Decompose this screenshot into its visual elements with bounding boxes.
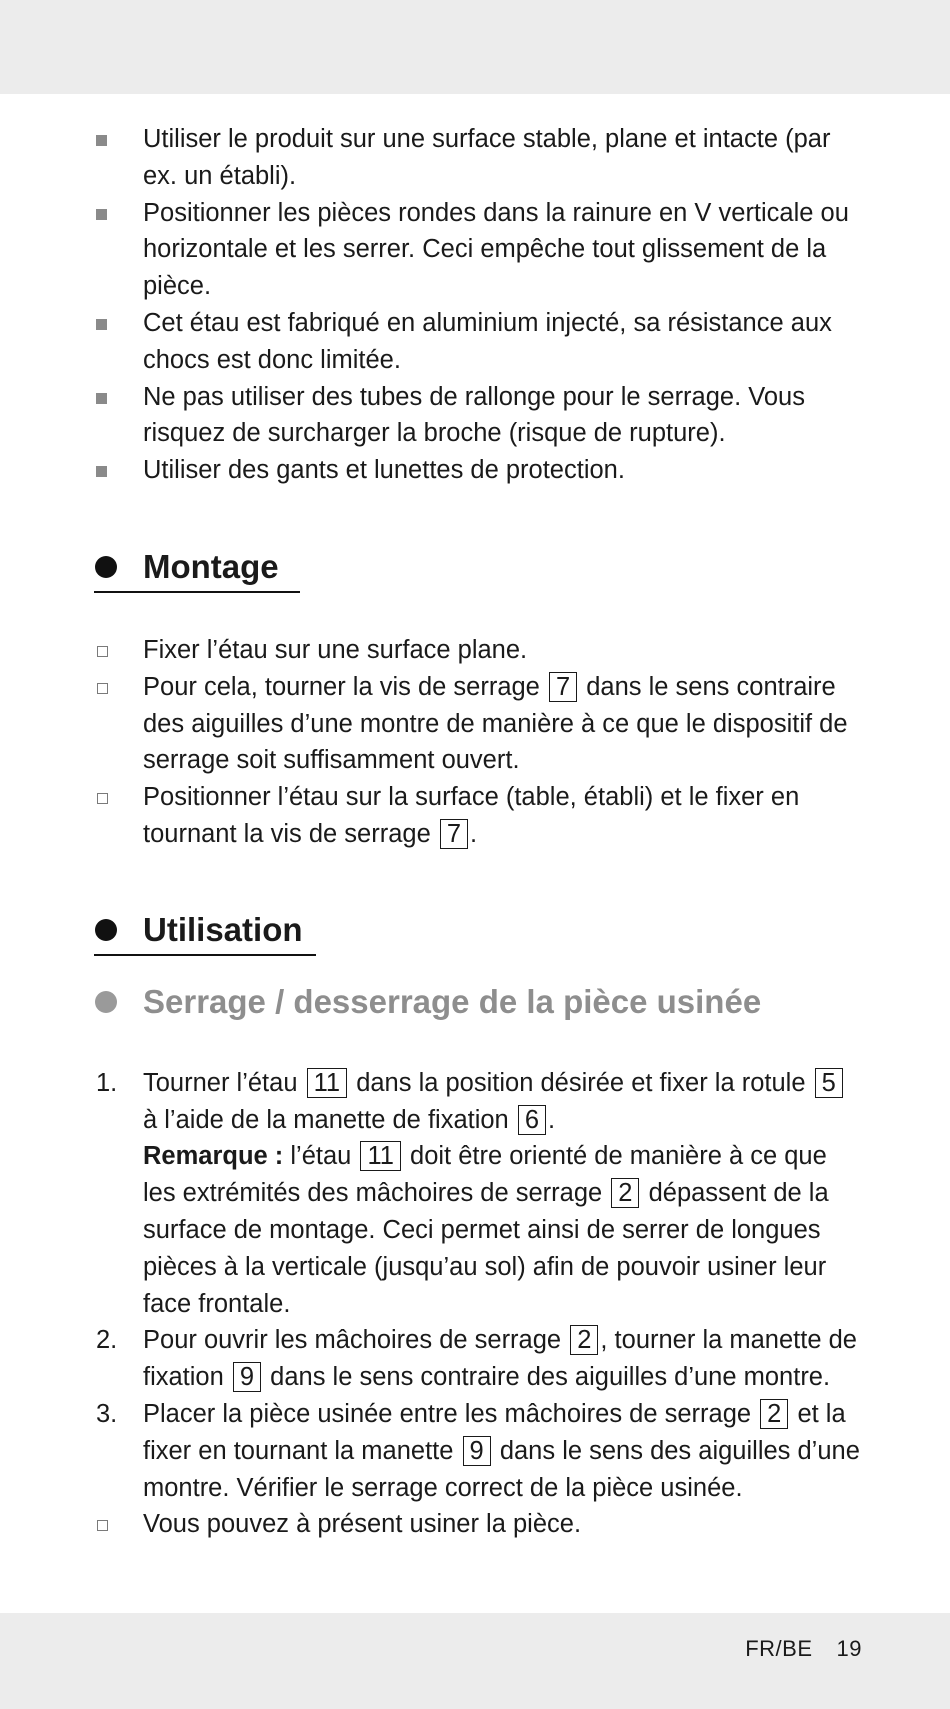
black-dot-icon: [95, 556, 117, 578]
list-item: 2. Pour ouvrir les mâchoires de serrage 2 , tourner la manette de fixation 9 dans le sens contraire des aiguilles d’une montre.: [96, 1326, 857, 1392]
list-item: Positionner les pièces rondes dans la rainure en V verticale ou horizontale et les serrer. Ceci empêche tout glissement de la pièce.: [94, 195, 864, 305]
list-item: Utiliser le produit sur une surface stable, plane et intacte (par ex. un établi).: [94, 121, 864, 195]
montage-steps: [94, 632, 864, 853]
filled-square-bullet-icon: [96, 466, 107, 477]
subheading-serrage: Serrage / desserrage de la pièce usinée: [94, 980, 864, 1024]
filled-square-bullet-icon: [96, 135, 107, 146]
part-reference: 2: [570, 1325, 598, 1355]
part-reference: 11: [307, 1068, 347, 1098]
open-square-bullet-icon: [97, 683, 108, 694]
language-code: FR/BE: [745, 1636, 813, 1661]
part-reference: 6: [518, 1105, 546, 1135]
list-item: Utiliser des gants et lunettes de protection.: [94, 452, 864, 489]
filled-square-bullet-icon: [96, 319, 107, 330]
list-item: Vous pouvez à présent usiner la pièce.: [94, 1506, 864, 1543]
part-reference: 2: [611, 1178, 639, 1208]
part-reference: 5: [815, 1068, 843, 1098]
grey-dot-icon: [95, 991, 117, 1013]
heading-utilisation: [94, 908, 864, 952]
heading-text: Utilisation: [143, 910, 303, 948]
filled-square-bullet-icon: [96, 209, 107, 220]
part-reference: 2: [760, 1399, 788, 1429]
part-reference: 9: [463, 1436, 491, 1466]
part-reference: 7: [440, 819, 468, 849]
list-item: Ne pas utiliser des tubes de rallonge pour le serrage. Vous risquez de surcharger la broche (risque de rupture).: [94, 379, 864, 453]
page-content: [94, 121, 864, 1543]
top-margin-band: [0, 0, 950, 94]
step-number: 2.: [96, 1326, 118, 1355]
step-number: 3.: [96, 1399, 118, 1428]
part-reference: 9: [233, 1362, 261, 1392]
utilisation-steps: [94, 1065, 864, 1543]
heading-text: Montage: [143, 547, 279, 585]
page-footer: [745, 1636, 862, 1662]
note-label: Remarque :: [143, 1142, 284, 1171]
list-item: 1. Tourner l’étau 11 dans la position désirée et fixer la rotule 5 à l’aide de la manette de fixation 6 . Remarque : l’étau 11 doit être orienté de manière à ce que les extrémités des mâchoires de serrage 2 dépassent de la surface de montage. Ceci permet ainsi de serrer de longues pièces à la verticale (jusqu’au sol) afin de pouvoir usiner leur face frontale.: [94, 1065, 864, 1323]
list-item: 3. Placer la pièce usinée entre les mâchoires de serrage 2 et la fixer en tournant la manette 9 dans le sens des aiguilles d’une montre. Vérifier le serrage correct de la pièce usinée.: [96, 1399, 860, 1502]
list-item: Positionner l’étau sur la surface (table, établi) et le fixer en tournant la vis de serrage 7 .: [94, 779, 864, 853]
list-item: Cet étau est fabriqué en aluminium injecté, sa résistance aux chocs est donc limitée.: [94, 305, 864, 379]
filled-square-bullet-icon: [96, 393, 107, 404]
open-square-bullet-icon: [97, 1520, 108, 1531]
heading-underline: [94, 591, 300, 593]
page-number: 19: [836, 1636, 862, 1661]
black-dot-icon: [95, 919, 117, 941]
safety-list: [94, 121, 864, 489]
open-square-bullet-icon: [97, 646, 108, 657]
part-reference: 11: [360, 1141, 400, 1171]
heading-montage: [94, 545, 864, 589]
part-reference: 7: [549, 672, 577, 702]
step-number: 1.: [96, 1068, 118, 1097]
list-item: Fixer l’étau sur une surface plane.: [94, 632, 864, 669]
open-square-bullet-icon: [97, 793, 108, 804]
heading-underline: [94, 954, 316, 956]
list-item: Pour cela, tourner la vis de serrage 7 dans le sens contraire des aiguilles d’une montre de manière à ce que le dispositif de serrage soit suffisamment ouvert.: [94, 669, 864, 779]
